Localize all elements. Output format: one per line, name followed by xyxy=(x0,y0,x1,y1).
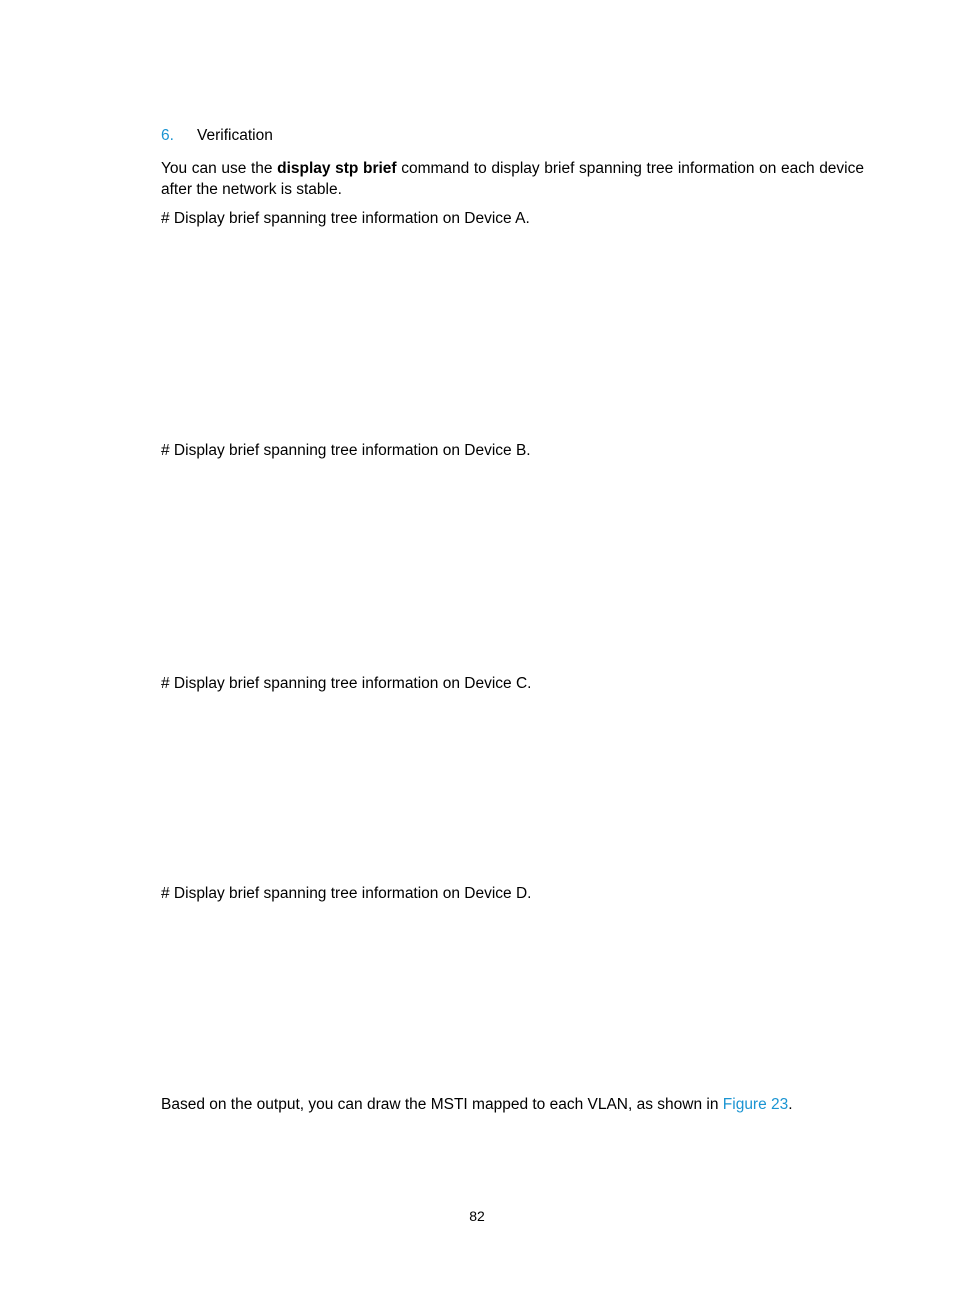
device-d-instruction: # Display brief spanning tree information on Device D. xyxy=(161,885,532,902)
figure-23-link[interactable]: Figure 23 xyxy=(722,1096,789,1113)
device-a-instruction: # Display brief spanning tree information on Device A. xyxy=(161,210,530,227)
summary-text-before: Based on the output, you can draw the MSTI mapped to each VLAN, as shown in xyxy=(161,1096,723,1113)
intro-text-after: command to display brief spanning tree information on each device after the network is stable. xyxy=(161,160,864,198)
intro-paragraph xyxy=(161,158,864,200)
summary-text-after: . xyxy=(788,1096,793,1113)
device-b-instruction: # Display brief spanning tree information on Device B. xyxy=(161,442,531,459)
step-number: 6. xyxy=(161,127,174,144)
summary-paragraph xyxy=(161,1096,793,1114)
step-title: Verification xyxy=(197,127,273,144)
page-number: 82 xyxy=(469,1208,485,1224)
command-display-stp-brief: display stp brief xyxy=(277,160,397,177)
device-c-instruction: # Display brief spanning tree information on Device C. xyxy=(161,675,532,692)
intro-text-before: You can use the xyxy=(161,160,278,177)
